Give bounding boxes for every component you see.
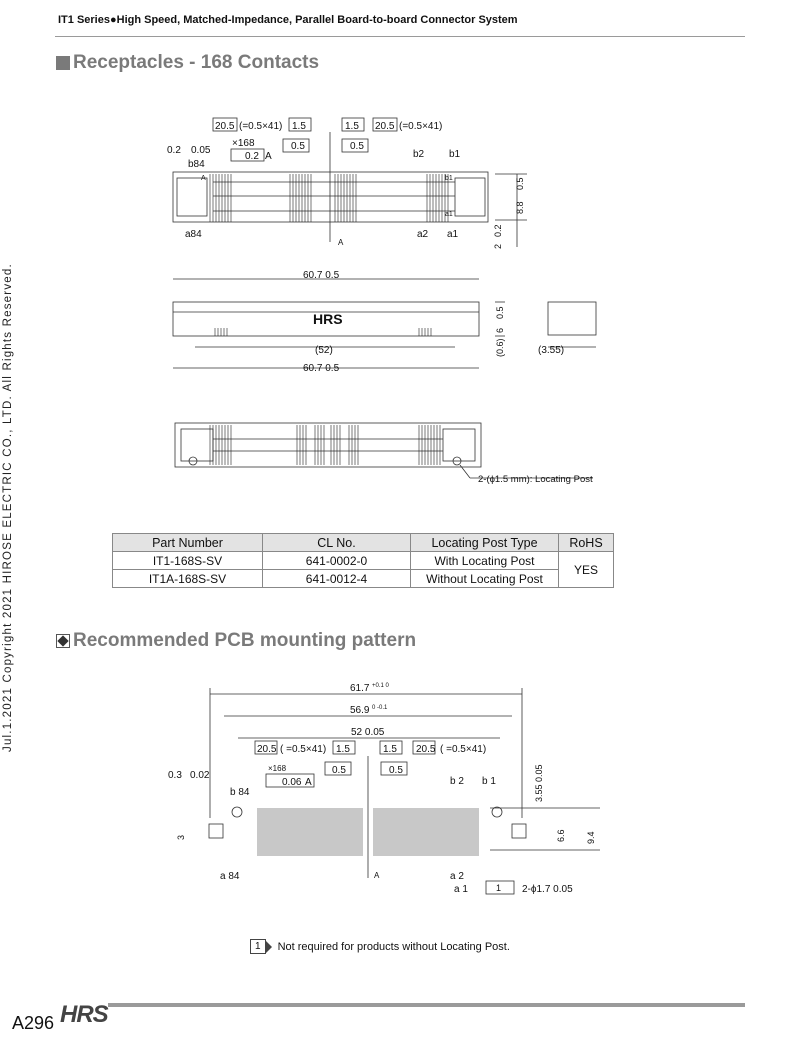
tol-left: 0.2 [167, 145, 181, 156]
height-0-2: 0.2 [493, 224, 503, 237]
side-top-dim: 60.7 0.5 [303, 270, 340, 281]
contact-count: ×168 [232, 138, 255, 149]
table-header-row [113, 534, 614, 552]
pcb-total-dim: 61.7 [350, 683, 370, 694]
pcb-position-tolerance: 0.06 [282, 777, 302, 788]
label-b1: b1 [449, 149, 461, 160]
height-2: 2 [493, 243, 503, 249]
header-divider [55, 36, 745, 37]
pcb-label-a84: a 84 [220, 871, 240, 882]
cell-cl-no: 641-0012-4 [263, 570, 411, 588]
pcb-dim-1-5-left: 1.5 [336, 744, 350, 755]
label-b2: b2 [413, 149, 425, 160]
pcb-label-b1: b 1 [482, 776, 496, 787]
pcb-label-a2: a 2 [450, 871, 464, 882]
mark-a: A [201, 175, 206, 182]
section-title-pcb-text: Recommended PCB mounting pattern [73, 630, 417, 651]
locating-post-label: 2-(ϕ1.5 mm): Locating Post [478, 474, 593, 485]
cell-cl-no: 641-0002-0 [263, 552, 411, 570]
diamond-bullet-icon [56, 634, 70, 648]
square-bullet-icon [56, 56, 70, 70]
col-part-number: Part Number [113, 534, 263, 552]
side-copyright: Jul.1.2021 Copyright 2021 HIROSE ELECTRIC CO., LTD. All Rights Reserved. [2, 263, 14, 752]
receptacle-side-view-drawing [165, 265, 615, 380]
pcb-pitch-left: 0.5 [332, 765, 346, 776]
position-tolerance: 0.2 [245, 151, 259, 162]
cell-locating-post-type: Without Locating Post [411, 570, 559, 588]
section-title-receptacles-text: Receptacles - 168 Contacts [73, 52, 320, 73]
pcb-v-6-6: 6.6 [556, 829, 566, 842]
dim-1-5-left: 1.5 [292, 121, 306, 132]
label-a2: a2 [417, 229, 429, 240]
pcb-datum-flag: A [374, 871, 380, 880]
dim-20-5-right-note: (=0.5×41) [399, 121, 443, 132]
pcb-contact-count: ×168 [268, 764, 287, 773]
pitch-right: 0.5 [350, 141, 364, 152]
col-rohs: RoHS [559, 534, 614, 552]
pcb-v-left-3: 3 [176, 834, 186, 840]
pcb-tol-left-2: 0.02 [190, 770, 210, 781]
pcb-dim-20-5-left-note: ( =0.5×41) [280, 744, 327, 755]
pcb-total-tol: +0.1 0 [372, 683, 389, 689]
pitch-left: 0.5 [291, 141, 305, 152]
pcb-tol-left: 0.3 [168, 770, 182, 781]
datum-label: A [265, 151, 272, 162]
footnote [250, 939, 510, 954]
pcb-pattern-drawing [160, 678, 610, 900]
pcb-hole-tag: 1 [496, 883, 502, 893]
section-title-receptacles [56, 52, 319, 74]
page-number: A296 [12, 1013, 55, 1033]
height-8-8: 8.8 [515, 201, 525, 214]
pcb-52-dim: 52 0.05 [351, 727, 385, 738]
side-bot-dim: 60.7 0.5 [303, 363, 340, 374]
footnote-text: Not required for products without Locating Post. [277, 940, 510, 953]
pcb-v-3-55: 3.55 0.05 [534, 764, 544, 802]
cell-rohs: YES [559, 552, 614, 588]
table-row [113, 552, 614, 570]
pcb-dim-1-5-right: 1.5 [383, 744, 397, 755]
pcb-dim-20-5-right-note: ( =0.5×41) [440, 744, 487, 755]
dim-20-5-right: 20.5 [375, 121, 395, 132]
dim-20-5-left: 20.5 [215, 121, 235, 132]
mark-b1: b1 [445, 175, 453, 182]
pcb-inner-dim: 56.9 [350, 705, 370, 716]
hrs-logo: HRS [60, 1001, 108, 1028]
section-title-pcb [56, 630, 416, 652]
mark-a1: a1 [445, 211, 453, 218]
cell-part-number: IT1-168S-SV [113, 552, 263, 570]
side-r1: 0.5 [495, 306, 505, 319]
height-0-5: 0.5 [515, 177, 525, 190]
label-b84: b84 [188, 159, 205, 170]
receptacle-bottom-view-drawing [165, 415, 605, 490]
side-mid-dim: (52) [315, 345, 333, 356]
cell-locating-post-type: With Locating Post [411, 552, 559, 570]
table-row [113, 570, 614, 588]
header-title: IT1 Series●High Speed, Matched-Impedance, Parallel Board-to-board Connector System [58, 14, 518, 26]
pcb-inner-tol: 0 -0.1 [372, 705, 388, 711]
pcb-v-9-4: 9.4 [586, 831, 596, 844]
dim-20-5-left-note: (=0.5×41) [239, 121, 283, 132]
label-a84: a84 [185, 229, 202, 240]
receptacle-top-view-drawing [155, 112, 545, 252]
label-a1: a1 [447, 229, 459, 240]
pcb-dim-20-5-right: 20.5 [416, 744, 436, 755]
side-r2: 6 [495, 327, 505, 333]
pcb-datum-label: A [305, 777, 312, 788]
col-locating-post-type: Locating Post Type [411, 534, 559, 552]
pcb-hole-dim: 2-ϕ1.7 0.05 [522, 884, 573, 895]
end-view-dim: (3.55) [538, 345, 565, 356]
datum-flag: A [338, 238, 344, 247]
footnote-tag: 1 [250, 939, 266, 954]
col-cl-no: CL No. [263, 534, 411, 552]
pcb-label-a1: a 1 [454, 884, 468, 895]
pcb-pitch-right: 0.5 [389, 765, 403, 776]
hrs-logo-mark: HRS [313, 311, 343, 327]
pcb-label-b2: b 2 [450, 776, 464, 787]
footer-divider [108, 1003, 745, 1007]
tol-left-2: 0.05 [191, 145, 211, 156]
side-r3: (0.6) [495, 338, 505, 357]
dim-1-5-right: 1.5 [345, 121, 359, 132]
pcb-dim-20-5-left: 20.5 [257, 744, 277, 755]
cell-part-number: IT1A-168S-SV [113, 570, 263, 588]
pcb-label-b84: b 84 [230, 787, 250, 798]
parts-table [112, 533, 614, 588]
